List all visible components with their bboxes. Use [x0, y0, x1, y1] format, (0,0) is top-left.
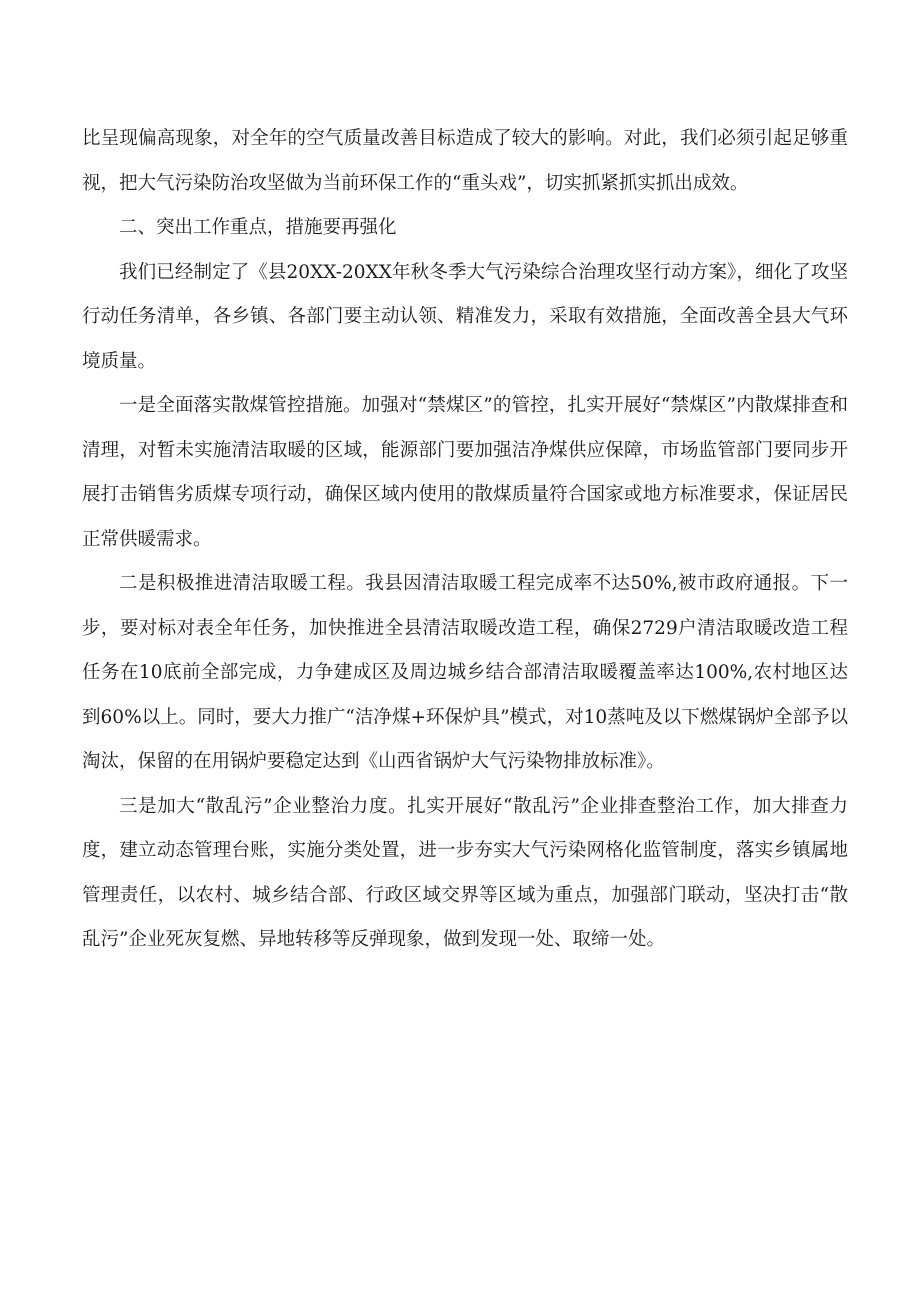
document-body: [82, 117, 848, 963]
paragraph-action-plan: 我们已经制定了《县20XX-20XX年秋冬季大气污染综合治理攻坚行动方案》，细化了攻坚行动任务清单，各乡镇、各部门要主动认领、精准发力，采取有效措施，全面改善全县大气环境质量。: [82, 261, 848, 372]
section-heading: 二、突出工作重点，措施要再强化: [119, 217, 397, 238]
paragraph-enterprise-rectification: 三是加大“散乱污”企业整治力度。扎实开展好“散乱污”企业排查整治工作，加大排查力度，建立动态管理台账，实施分类处置，进一步夯实大气污染网格化监管制度，落实乡镇属地管理责任，以农村、城乡结合部、行政区域交界等区域为重点，加强部门联动，坚决打击“散乱污”企业死灰复燃、异地转移等反弹现象，做到发现一处、取缔一处。: [82, 795, 848, 950]
paragraph-clean-heating: 二是积极推进清洁取暖工程。我县因清洁取暖工程完成率不达50%,被市政府通报。下一步，要对标对表全年任务，加快推进全县清洁取暖改造工程，确保2729户清洁取暖改造工程任务在10底前全部完成，力争建成区及周边城乡结合部清洁取暖覆盖率达100%,农村地区达到60%以上。同时，要大力推广“洁净煤+环保炉具”模式，对10蒸吨及以下燃煤锅炉全部予以淘汰，保留的在用锅炉要稳定达到《山西省锅炉大气污染物排放标准》。: [82, 573, 848, 772]
paragraph-continuation: 比呈现偏高现象，对全年的空气质量改善目标造成了较大的影响。对此，我们必须引起足够重视，把大气污染防治攻坚做为当前环保工作的“重头戏”，切实抓紧抓实抓出成效。: [82, 128, 848, 194]
paragraph-coal-control: 一是全面落实散煤管控措施。加强对“禁煤区”的管控，扎实开展好“禁煤区”内散煤排查和清理，对暂未实施清洁取暖的区域，能源部门要加强洁净煤供应保障，市场监管部门要同步开展打击销售劣质煤专项行动，确保区域内使用的散煤质量符合国家或地方标准要求，保证居民正常供暖需求。: [82, 395, 848, 550]
